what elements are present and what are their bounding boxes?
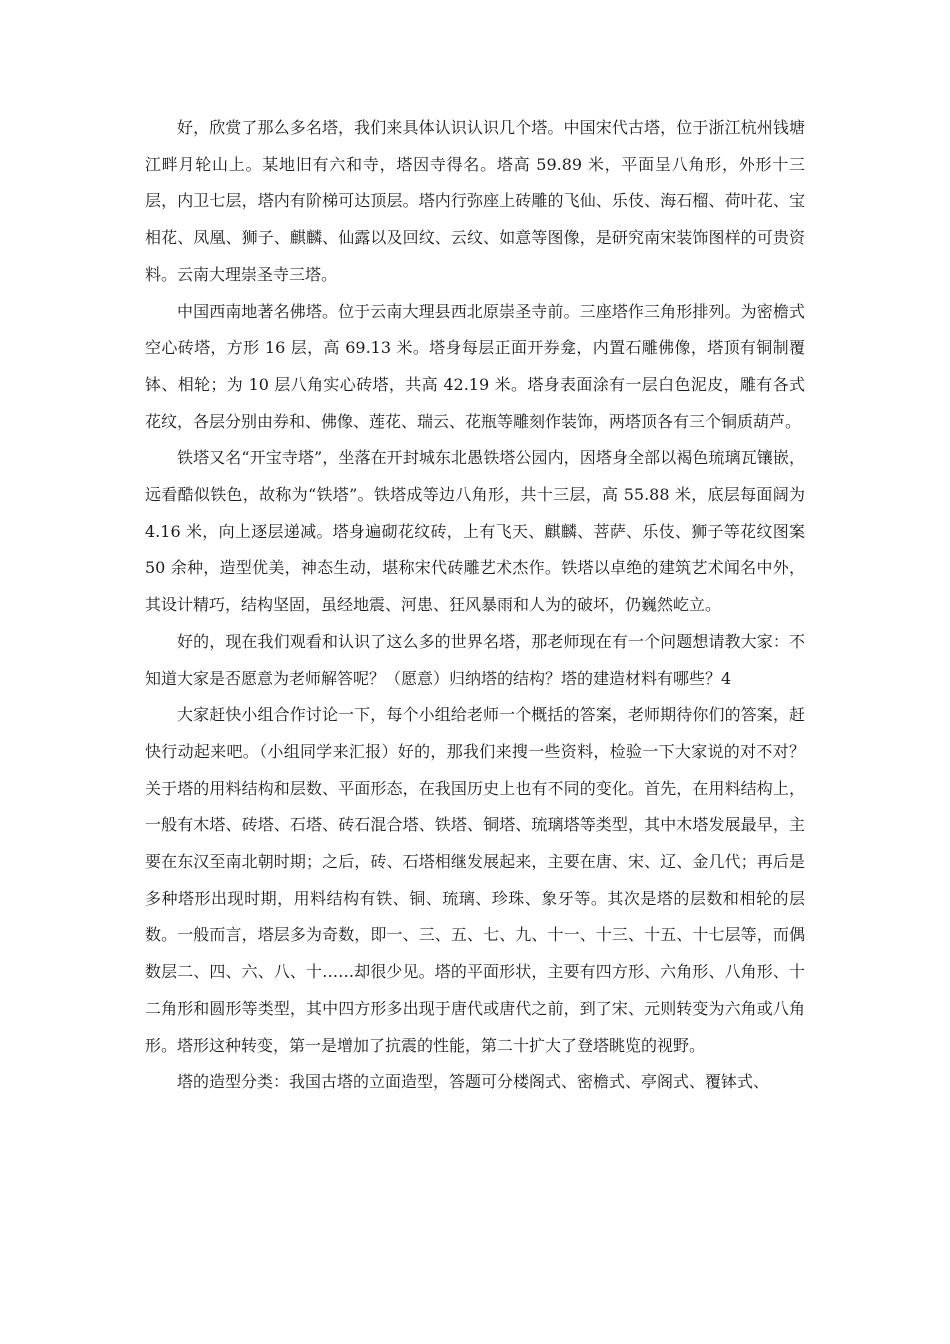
paragraph-classification: 塔的造型分类：我国古塔的立面造型，答题可分楼阁式、密檐式、亭阁式、覆钵式、 <box>177 1072 770 1092</box>
paragraph-discussion: 大家赶快小组合作讨论一下，每个小组给老师一个概括的答案，老师期待你们的答案，赶快行动起来吧。（小组同学来汇报）好的，那我们来搜一些资料，检验一下大家说的对不对？关于塔的用料结构和层数、平面形态，在我国历史上也有不同的变化。首先，在用料结构上，一般有木塔、砖塔、石塔、砖石混合塔、铁塔、铜塔、琉璃塔等类型，其中木塔发展最早，主要在东汉至南北朝时期；之后，砖、石塔相继发展起来，主要在唐、宋、辽、金几代；再后是多种塔形出现时期，用料结构有铁、铜、琉璃、珍珠、象牙等。其次是塔的层数和相轮的层数。一般而言，塔层多为奇数，即一、三、五、七、九、十一、十三、十五、十七层等，而偶数层二、四、六、八、十……却很少见。塔的平面形状，主要有四方形、六角形、八角形、十二角形和圆形等类型，其中四方形多出现于唐代或唐代之前，到了宋、元则转变为六角或八角形。塔形这种转变，第一是增加了抗震的性能，第二十扩大了登塔眺览的视野。 <box>145 705 805 1055</box>
paragraph-question: 好的，现在我们观看和认识了这么多的世界名塔，那老师现在有一个问题想请教大家：不知道大家是否愿意为老师解答呢？（愿意）归纳塔的结构？塔的建造材料有哪些？4 <box>145 631 805 688</box>
document-body <box>145 110 805 1101</box>
paragraph-chongsheng-pagodas: 中国西南地著名佛塔。位于云南大理县西北原崇圣寺前。三座塔作三角形排列。为密檐式空心砖塔，方形 16 层，高 69.13 米。塔身每层正面开券龛，内置石雕佛像，塔顶有铜制覆钵、相轮；为 10 层八角实心砖塔，共高 42.19 米。塔身表面涂有一层白色泥皮，雕有各式花纹，各层分别由券和、佛像、莲花、瑞云、花瓶等雕刻作装饰，两塔顶各有三个铜质葫芦。 <box>145 301 805 431</box>
paragraph-liuhe-pagoda: 好，欣赏了那么多名塔，我们来具体认识认识几个塔。中国宋代古塔，位于浙江杭州钱塘江畔月轮山上。某地旧有六和寺，塔因寺得名。塔高 59.89 米，平面呈八角形，外形十三层，内卫七层，塔内有阶梯可达顶层。塔内行弥座上砖雕的飞仙、乐伎、海石榴、荷叶花、宝相花、凤凰、狮子、麒麟、仙露以及回纹、云纹、如意等图像，是研究南宋装饰图样的可贵资料。云南大理崇圣寺三塔。 <box>145 118 805 284</box>
paragraph-iron-pagoda: 铁塔又名“开宝寺塔”，坐落在开封城东北愚铁塔公园内，因塔身全部以褐色琉璃瓦镶嵌，远看酷似铁色，故称为“铁塔”。铁塔成等边八角形，共十三层，高 55.88 米，底层每面阔为 4.16 米，向上逐层递减。塔身遍砌花纹砖，上有飞天、麒麟、菩萨、乐伎、狮子等花纹图案 50 余种，造型优美，神态生动，堪称宋代砖雕艺术杰作。铁塔以卓绝的建筑艺术闻名中外，其设计精巧，结构坚固，虽经地震、河患、狂风暴雨和人为的破坏，仍巍然屹立。 <box>145 448 805 615</box>
